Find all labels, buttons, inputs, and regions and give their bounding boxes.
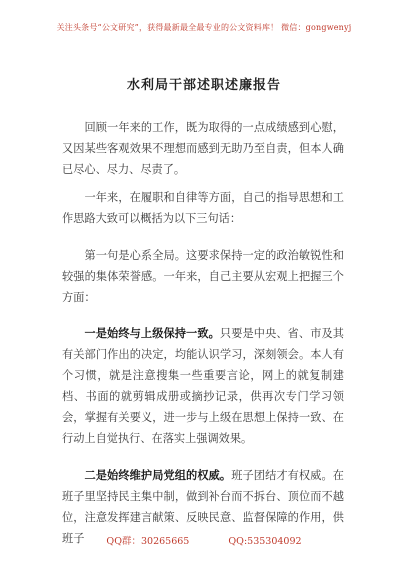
header-notice: 关注头条号“公文研究”，获得最新最全最专业的公文资料库！ 微信：gongwenyj [56,23,352,32]
footer-qq-group: QQ群：30265665 [106,536,190,547]
paragraph-2 [62,187,344,229]
paragraph-5-text: 班子团结才有权威。在班子里坚持民主集中制，做到补台而不拆台、顶位而不越位，注意发挥建言献策、反映民意、监督保障的作用，供班子 [62,469,344,545]
document-title: 水利局干部述职述廉报告 [126,78,281,93]
paragraph-2-text: 一年来，在履职和自律等方面，自己的指导思想和工作思路大致可以概括为以下三句话： [62,191,344,225]
footer-contact [0,533,408,547]
paragraph-1-text: 回顾一年来的工作，既为取得的一点成绩感到心慰，又因某些客观效果不理想而感到无助乃至自责，但本人确已尽心、尽力、尽责了。 [62,121,344,176]
paragraph-3 [62,245,344,308]
paragraph-1 [62,117,344,180]
paragraph-4-lead: 一是始终与上级保持一致。 [84,326,220,340]
paragraph-4 [62,323,344,449]
paragraph-4-text: 只要是中央、省、市及其有关部门作出的决定，均能认识学习，深刻领会。本人有个习惯，就是注意搜集一些重要言论，网上的就复制建档、书面的就剪辑成册或摘抄记录，供再次专门学习领会，掌握有关要义，进一步与上级在思想上保持一致、在行动上自觉执行、在落实上强调效果。 [62,327,344,445]
paragraph-5-lead: 二是始终维护局党组的权威。 [84,468,232,482]
footer-qq-number: QQ:535304092 [228,536,302,547]
paragraph-3-text: 第一句是心系全局。这要求保持一定的政治敏锐性和较强的集体荣誉感。一年来，自己主要从宏观上把握三个方面： [62,249,344,304]
